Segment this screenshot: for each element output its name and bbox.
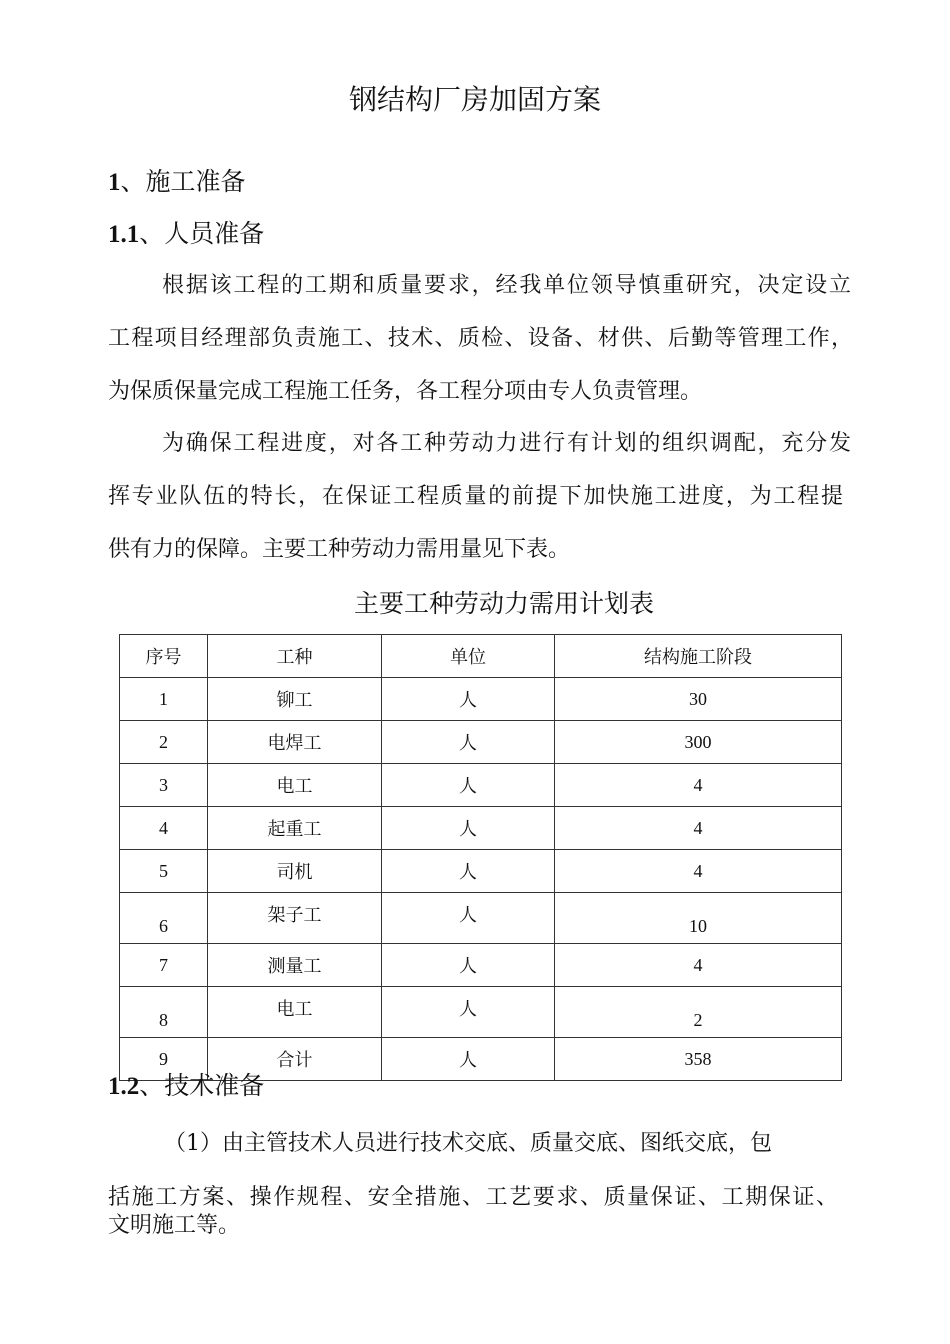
table-cell: 4 [555, 944, 842, 987]
table-cell: 人 [382, 893, 555, 944]
table-cell: 8 [120, 987, 208, 1038]
section-heading-1-2 [108, 1066, 264, 1102]
table-cell: 1 [120, 678, 208, 721]
table-cell: 4 [555, 807, 842, 850]
table-cell: 人 [382, 987, 555, 1038]
table-cell: 9 [120, 1038, 208, 1081]
table-cell: 4 [555, 764, 842, 807]
table-row [120, 893, 842, 944]
table-cell: 合计 [208, 1038, 382, 1081]
section-number: 1.1 [108, 221, 140, 248]
paragraph-line: 括施工方案、操作规程、安全措施、工艺要求、质量保证、工期保证、 [108, 1185, 838, 1210]
paragraph-line: 文明施工等。 [108, 1213, 241, 1238]
section-number: 1.2 [108, 1073, 140, 1100]
table-cell: 2 [555, 987, 842, 1038]
section-number: 1 [108, 169, 121, 196]
table-row [120, 807, 842, 850]
table-cell: 起重工 [208, 807, 382, 850]
labor-plan-table [119, 634, 842, 1081]
table-cell: 人 [382, 678, 555, 721]
table-row [120, 678, 842, 721]
table-cell: 5 [120, 850, 208, 893]
table-cell: 10 [555, 893, 842, 944]
table-cell: 人 [382, 1038, 555, 1081]
paragraph-line: 挥专业队伍的特长，在保证工程质量的前提下加快施工进度，为工程提 [108, 484, 843, 509]
table-cell: 7 [120, 944, 208, 987]
table-cell: 人 [382, 807, 555, 850]
table-cell: 电工 [208, 987, 382, 1038]
table-cell: 铆工 [208, 678, 382, 721]
column-header: 结构施工阶段 [555, 635, 842, 678]
table-cell: 司机 [208, 850, 382, 893]
table-cell: 3 [120, 764, 208, 807]
table-row [120, 721, 842, 764]
document-title: 钢结构厂房加固方案 [348, 83, 601, 116]
table-cell: 架子工 [208, 893, 382, 944]
column-header: 序号 [120, 635, 208, 678]
table-row [120, 987, 842, 1038]
table-header-row [120, 635, 842, 678]
table-cell: 人 [382, 850, 555, 893]
section-heading-1-1 [108, 214, 264, 250]
column-header: 工种 [208, 635, 382, 678]
table-cell: 358 [555, 1038, 842, 1081]
paragraph-line: 工程项目经理部负责施工、技术、质检、设备、材供、后勤等管理工作， [108, 326, 853, 351]
table-cell: 人 [382, 944, 555, 987]
paragraph-line: 为保质保量完成工程施工任务，各工程分项由专人负责管理。 [108, 379, 703, 404]
table-cell: 4 [555, 850, 842, 893]
table-cell: 4 [120, 807, 208, 850]
table-cell: 电工 [208, 764, 382, 807]
table-row [120, 764, 842, 807]
section-heading-1 [108, 162, 246, 198]
section-label: 、技术准备 [139, 1071, 265, 1100]
table-cell: 人 [382, 764, 555, 807]
paragraph-line: 供有力的保障。主要工种劳动力需用量见下表。 [108, 537, 571, 562]
column-header: 单位 [382, 635, 555, 678]
table-cell: 300 [555, 721, 842, 764]
table-cell: 人 [382, 721, 555, 764]
table-cell: 6 [120, 893, 208, 944]
table-row [120, 850, 842, 893]
table-cell: 测量工 [208, 944, 382, 987]
table-cell: 30 [555, 678, 842, 721]
table-cell: 2 [120, 721, 208, 764]
paragraph-line: 为确保工程进度，对各工种劳动力进行有计划的组织调配，充分发 [162, 431, 851, 456]
section-label: 、人员准备 [139, 219, 265, 248]
table-cell: 电焊工 [208, 721, 382, 764]
section-label: 、施工准备 [120, 167, 246, 196]
paragraph-line: 根据该工程的工期和质量要求，经我单位领导慎重研究，决定设立 [162, 273, 851, 298]
paragraph-line: （1）由主管技术人员进行技术交底、质量交底、图纸交底，包 [164, 1131, 772, 1156]
table-row [120, 944, 842, 987]
table-caption: 主要工种劳动力需用计划表 [353, 589, 654, 618]
